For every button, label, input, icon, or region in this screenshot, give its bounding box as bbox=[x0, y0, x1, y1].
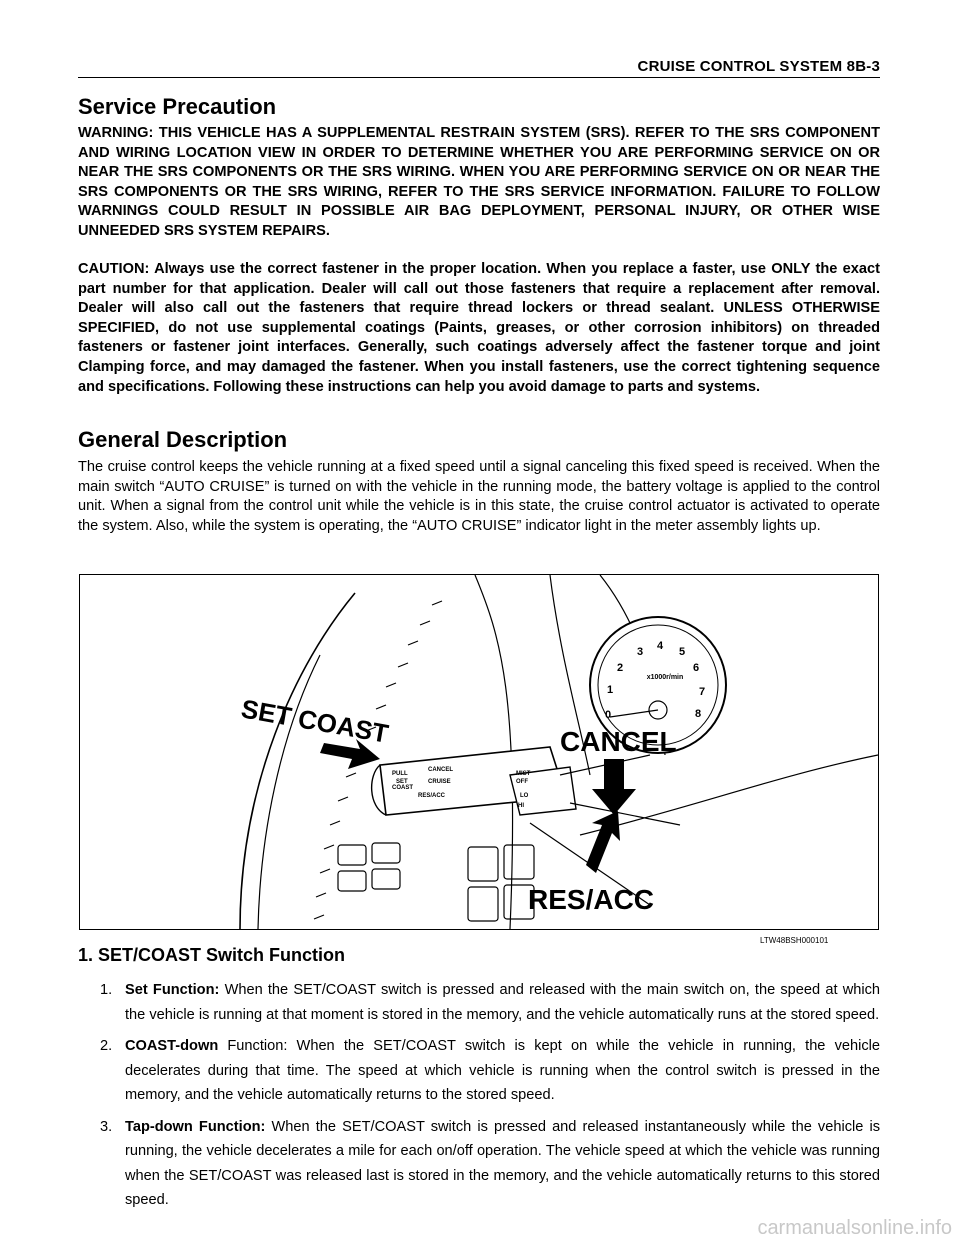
gauge-tick-8: 8 bbox=[694, 708, 702, 720]
lever-cancel: CANCEL bbox=[428, 767, 453, 773]
gauge-tick-4: 4 bbox=[656, 640, 664, 652]
page-header: CRUISE CONTROL SYSTEM 8B-3 bbox=[637, 58, 880, 75]
general-description-heading: General Description bbox=[78, 427, 288, 452]
watermark: carmanualsonline.info bbox=[757, 1217, 952, 1239]
lever-cruise: CRUISE bbox=[428, 779, 451, 785]
list-item bbox=[78, 978, 880, 1027]
set-coast-label: SET COAST bbox=[238, 693, 391, 749]
res-acc-label: RES/ACC bbox=[528, 884, 655, 915]
list-item-text: When the SET/COAST switch is pressed and released instantaneously while the vehicle is running, the vehicle decelerates a mile for each on/off operation. The vehicle speed at which the vehicle was running when the SET/COAST was released last is stored in the memory, and the vehicle automatically returns to this stored speed. bbox=[125, 1118, 881, 1208]
lever-lo: LO bbox=[520, 793, 529, 799]
lever-pull: PULL bbox=[392, 771, 408, 777]
list-item-text: Function: When the SET/COAST switch is kept on while the vehicle in running, the vehicle decelerates during that time. The speed at which vehicle is running when the control switch is pressed in the memory, and the vehicle automatically returns to the stored speed. bbox=[125, 1038, 880, 1103]
gauge-tick-0: 0 bbox=[604, 709, 612, 721]
lever-hi: HI bbox=[518, 803, 524, 809]
set-coast-section-heading: 1. SET/COAST Switch Function bbox=[78, 945, 346, 965]
list-item-term: COAST-down bbox=[125, 1038, 219, 1054]
header-rule bbox=[78, 77, 880, 78]
lever-off: OFF bbox=[516, 779, 528, 785]
cruise-switch-illustration bbox=[80, 575, 878, 929]
function-list bbox=[78, 978, 880, 1220]
lever-res-acc: RES/ACC bbox=[418, 793, 446, 799]
switch-panel bbox=[338, 843, 534, 921]
service-precaution-heading: Service Precaution bbox=[78, 94, 277, 119]
lever-set: SET bbox=[396, 779, 408, 785]
cancel-label: CANCEL bbox=[560, 726, 677, 757]
res-acc-arrow bbox=[586, 811, 620, 873]
lever-coast: COAST bbox=[392, 785, 413, 791]
gauge-tick-7: 7 bbox=[698, 686, 706, 698]
general-description-body: The cruise control keeps the vehicle running at a fixed speed until a signal canceling this fixed speed is received. When the main switch “AUTO CRUISE” is turned on with the vehicle in the running mode, the battery voltage is applied to the control unit. When a signal from the control unit while the vehicle is in this state, the cruise control actuator is activated to operate the system. Also, while the system is operating, the “AUTO CRUISE” indicator light in the meter assembly lights up. bbox=[78, 459, 880, 534]
gauge-tick-3: 3 bbox=[636, 646, 644, 658]
list-item-term: Set Function: bbox=[125, 982, 220, 998]
list-item-term: Tap-down Function: bbox=[125, 1118, 266, 1135]
figure-caption: LTW48BSH000101 bbox=[760, 936, 829, 945]
caution-paragraph: CAUTION: Always use the correct fastener in the proper location. When you replace a faster, use ONLY the exact part number for that application. Dealer will call out those fasteners that require a replacement after removal. Dealer will also call out the fasteners that require thread lockers or thread sealant. UNLESS OTHERWISE SPECIFIED, do not use supplemental coatings (Paints, greases, or other corrosion inhibitors) on threaded fasteners or fastener joint interfaces. Generally, such coatings adversely affect the fastener torque and joint Clamping force, and may damaged the fastener. When you install fasteners, use the correct tightening sequence and specifications. Following these instructions can help you avoid damage to parts and systems. bbox=[78, 261, 880, 395]
list-item bbox=[78, 1034, 880, 1108]
list-item-number: 2. bbox=[100, 1038, 113, 1054]
lever-mist: MIST bbox=[516, 771, 531, 777]
gauge-tick-2: 2 bbox=[616, 662, 624, 674]
cruise-lever bbox=[372, 747, 576, 815]
steering-rim-inner bbox=[258, 655, 320, 929]
list-item-number: 3. bbox=[100, 1118, 113, 1135]
gauge-tick-6: 6 bbox=[692, 662, 700, 674]
cruise-switch-figure bbox=[79, 574, 879, 930]
warning-paragraph: WARNING: THIS VEHICLE HAS A SUPPLEMENTAL RESTRAIN SYSTEM (SRS). REFER TO THE SRS COMPONENT AND WIRING LOCATION VIEW IN ORDER TO DETERMINE WHETHER YOU ARE PERFORMING SERVICE ON OR NEAR THE SRS COMPONENTS OR THE SRS WIRING. WHEN YOU ARE PERFORMING SERVICE ON OR NEAR THE SRS COMPONENTS OR THE SRS WIRING, REFER TO THE SRS SERVICE INFORMATION. FAILURE TO FOLLOW WARNINGS COULD RESULT IN POSSIBLE AIR BAG DEPLOYMENT, PERSONAL INJURY, OR OTHER WISE UNNEEDED SRS SYSTEM REPAIRS. bbox=[78, 125, 880, 239]
list-item bbox=[78, 1115, 880, 1213]
gauge-tick-1: 1 bbox=[606, 684, 614, 696]
gauge-tick-5: 5 bbox=[678, 646, 686, 658]
cancel-arrow bbox=[592, 759, 636, 815]
gauge-unit: x1000r/min bbox=[646, 674, 684, 681]
list-item-text: When the SET/COAST switch is pressed and released with the main switch on, the speed at which the vehicle is running at that moment is stored in the memory, and the vehicle automatically runs at the stored speed. bbox=[125, 982, 881, 1023]
list-item-number: 1. bbox=[100, 982, 113, 998]
